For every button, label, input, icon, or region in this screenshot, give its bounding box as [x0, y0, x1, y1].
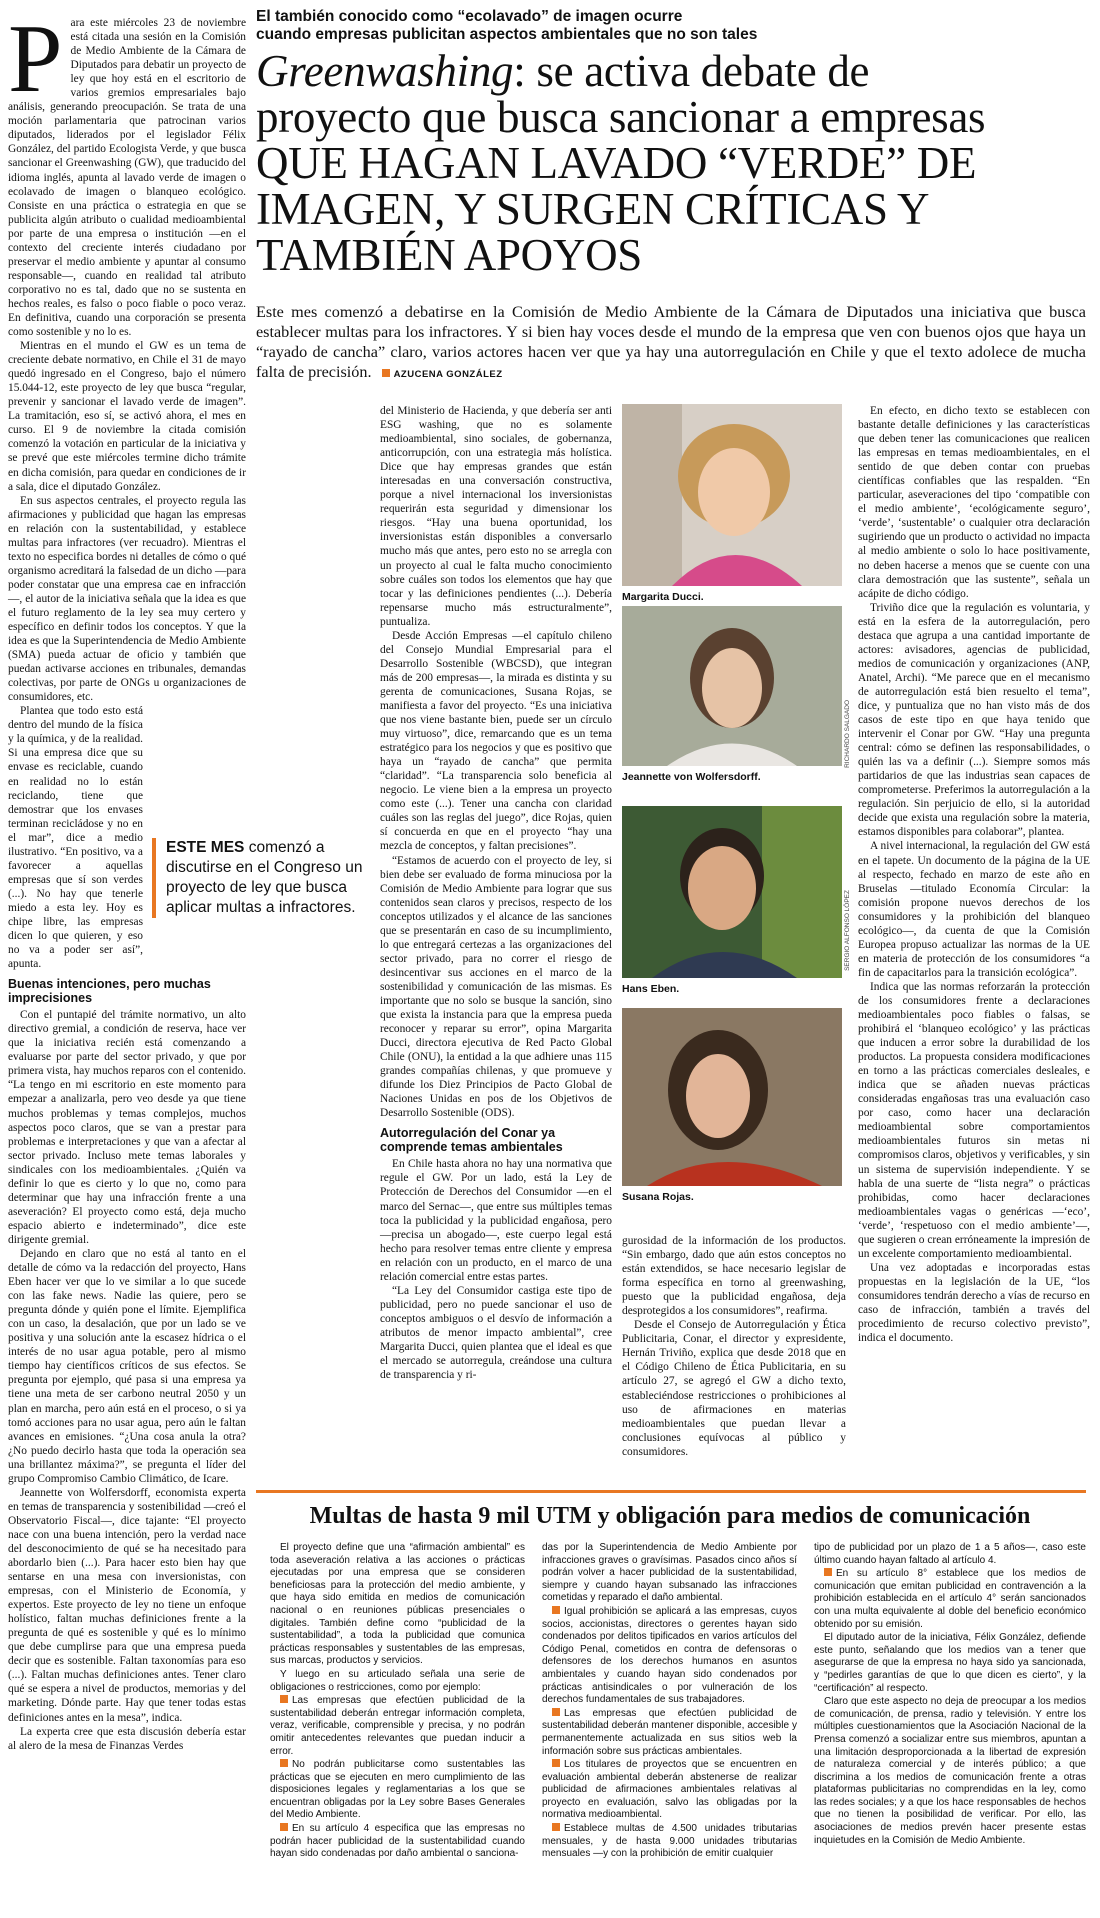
paragraph: En Chile hasta ahora no hay una normativa que regule el GW. Por un lado, está la Ley de Protección de Derechos del Consumidor —en el marco del Sernac—, que entre sus múltiples temas toca la publicidad y la publicidad engañosa, pero —precisa un abogado—, este cuerpo legal está hecho para resolver temas entre cliente y empresa en relación con un producto, en el marco de una relación comercial entre estas partes. — [380, 1158, 612, 1283]
paragraph: Una vez adoptadas e incorporadas estas propuestas en la legislación de la UE, “los consumidores tendrán derecho a vías de recurso en caso de infracción, también a través del procedimiento de recurso colectivo previsto”, indica el documento. — [858, 1261, 1090, 1345]
paragraph: Jeannette von Wolfersdorff, economista experta en temas de transparencia y sostenibilidad —creó el Observatorio Fiscal—, dice tajante: “El proyecto nace con una buena intención, pero la verdad nace del desconocimiento de qué se ha necesitado para abordarlo bien (...). Para hacer esto bien hay que sentarse en una mesa con inversionistas, con empresas, con el Ministerio de Economía, y expertos. Este proyecto de ley no tiene un enfoque holístico, faltan muchas definiciones frente a la pregunta de qué es sostenible y qué es lo mínimo que debe cumplirse para que una empresa pueda decir que es sostenible. Faltan taxonomías para eso (...). Faltan muchas definiciones antes. Tener claro qué se espera a nivel de productos, memorias y del marketing. Dónde parte. Hay que tener todas estas definiciones antes en la mesa”, indica. — [8, 1486, 246, 1724]
paragraph: “La Ley del Consumidor castiga este tipo de publicidad, pero no puede sancionar el uso de conceptos ambiguos o el desvío de información a atributos de menor impacto ambiental”, cree Margarita Ducci, quien plantea que el ideal es que el mercado se autorregula, creándose una cultura de transparencia y ri- — [380, 1284, 612, 1382]
bullet-item — [542, 1606, 797, 1707]
article-column-5 — [858, 404, 1090, 1345]
paragraph: del Ministerio de Hacienda, y que debería ser anti ESG washing, que no es solamente medioambiental, sino sociales, de gobernanza, anticorrupción, con una estrategia más holística. Dice que hay empresas grandes que están interesadas en una conversación constructiva, porque a nivel internacional los inversionistas requerirán esta seguridad y dimensionar los riesgos. “Hay una buena oportunidad, los inversionistas están disponibles a conversarlo mucho más que antes, pero esto no se arregla con un proyecto al cual le falta mucho conocimiento sobre cuáles son todos los elementos que hay que tocar y las definiciones pendientes (...). Debería repensarse mucho más estructuralmente”, puntualiza. — [380, 405, 612, 628]
bullet-text: En su artículo 8° establece que los medios de comunicación que emitan publicidad en contravención a la prohibición establecida en el artículo 4° serán sancionados con una multa equivalente al doble del beneficio económico obtenido por su emisión. — [814, 1568, 1086, 1630]
portrait-photo — [622, 1008, 842, 1203]
box-top-rule — [256, 1490, 1086, 1493]
paragraph: Desde Acción Empresas —el capítulo chileno del Consejo Mundial Empresarial para el Desarrollo Sostenible (WBCSD), que integran más de 200 empresas—, la mirada es distinta y su gerenta de comunicaciones, Susana Rojas, se manifiesta a favor del proyecto. “Es una iniciativa que nos viene bastante bien, puede ser un círculo muy virtuoso”, dice, remarcando que es un tema estratégico para los negocios y que es positivo que haya un “rayado de cancha” que permita “claridad”. “La transparencia solo beneficia al negocio. Le viene bien a la empresa un proyecto como este (...). Tener una cancha con claridad cuáles son las reglas del juego”, dice Rojas, quien sí concuerda en que en el proyecto “hay una mezcla de conceptos, y faltan precisiones”. — [380, 629, 612, 853]
paragraph: ara este miércoles 23 de noviembre está citada una sesión en la Comisión de Medio Ambiente de la Cámara de Diputados para debatir un proyecto de ley que hoy está en el escritorio de varios gremios empresariales bajo análisis, generando preocupación. Se trata de una moción parlamentaria que patrocinan varios diputados, liderados por el legislador Félix González, del partido Ecologista Verde, y que busca sancionar el Greenwashing (GW), que traducido del idioma inglés, apunta al lavado verde de imagen o ecolavado de imagen o blanqueo ecológico. Consiste en una práctica o estrategia en que se publicita algún atributo o cualidad medioambiental por parte de una empresa o institución —en el contexto del creciente interés ciudadano por preservar el medio ambiente y apuntar al consumo responsable—, cuando en realidad tal atributo corporativo no es tal, dado que no se sustenta en hechos reales, es falso o poco fiable o poco veraz. En definitiva, cuando una corporación se presenta como sostenible y no lo es. — [8, 17, 246, 339]
photo-caption: Margarita Ducci. — [622, 591, 704, 603]
article-column-4 — [622, 1234, 846, 1459]
bullet-text: Establece multas de 4.500 unidades tributarias mensuales, y de hasta 9.000 unidades tributarias mensuales —y con la prohibición de emitir cualquier — [542, 1823, 797, 1860]
portrait-image — [622, 606, 842, 766]
bullet-item — [270, 1823, 525, 1861]
headline — [256, 48, 1096, 278]
paragraph: tipo de publicidad por un plazo de 1 a 5 años—, caso este último cuando hayan faltado al artículo 4. — [814, 1542, 1086, 1566]
headline-line: QUE HAGAN LAVADO “VERDE” DE — [256, 138, 977, 188]
paragraph: Plantea que todo esto está dentro del mundo de la física y la química, y de la realidad. Si una empresa dice que su envase es reciclable, cuando en realidad no lo están reciclando, tiene que demostrar que los envases terminan recicládose y no en el mar”, dice a medio ilustrativo. “En positivo, va a favorecer a aquellas empresas que sí son verdes (...). No hay que tenerle miedo a esta ley. Hoy es chipe libre, las empresas dicen lo que quieren, y eso no va a poder ser así”, apunta. — [8, 705, 143, 971]
headline-italic: Greenwashing — [256, 46, 514, 96]
paragraph: Dejando en claro que no está al tanto en el detalle de cómo va la redacción del proyecto, Hans Eben hacer ver que lo ve similar a lo que sucede con las fake news. Nadie las quiere, pero se pregunta dónde y quién pone el límite. Ejemplifica con un caso, la desalación, que por un lado se ve positiva y una solución ante la escasez hídrica o el interés de no usar agua potable, pero al mismo tiempo hay científicos críticos de sus efectos. Se pregunta por ejemplo, qué pasa si una empresa ya tiene una meta de ser carbono neutral 2050 y un plan en marcha, pero aún está en el proceso, o si ya tomó acciones para no usar agua, pero aún le faltan avances en emisiones. “¿Una cosa anula la otra? ¿No puedo decirlo hasta que toda la operación sea una brillantez máxima?”, se pregunta el líder del grupo Compromiso Cambio Climático, de Icare. — [8, 1247, 246, 1485]
pull-quote-text: comenzó a discutirse en el Congreso un proyecto de ley que busca aplicar multas a infractores. — [166, 839, 363, 916]
kicker — [256, 8, 1086, 44]
photo-caption: Jeannette von Wolfersdorff. — [622, 771, 761, 783]
paragraph: A nivel internacional, la regulación del GW está en el tapete. Un documento de la página de la UE al respecto, fechado en marzo de este año en Bruselas —titulado Economía Circular: la comisión propone nuevos derechos de los consumidores y la prohibición del blanqueo ecológico—, da cuenta de que la Comisión Europea propuso actualizar las normas de la UE en materia de protección de los consumidores “a fin de capacitarlos para la transición ecológica”. — [858, 840, 1090, 979]
paragraph: “Estamos de acuerdo con el proyecto de ley, si bien debe ser evaluado de forma minuciosa por la Comisión de Medio Ambiente para lograr que sus contenidos sean claros y precisos, respecto de los conceptos utilizados y el alcance de las sanciones que se presentarán en caso de su incumplimiento, lo que entregará certezas a las organizaciones del sector privado, para no correr el riesgo de desincentivar sus acciones en el marco de la sostenibilidad y comunicación de las mismas. Es importante que no solo se busque la sanción, sino que exista la instancia para que la empresa pueda reconocer y reparar su error”, opina Margarita Ducci, directora ejecutiva de Red Pacto Global Chile (ONU), la entidad a la que adhiere unas 115 grandes compañías chilenas, y que promueve y difunde los Diez Principios de Pacto Global de Naciones Unidas en pos de los Objetivos de Desarrollo Sostenible (ODS). — [380, 854, 612, 1120]
pull-quote-lead: ESTE MES — [166, 839, 245, 856]
subheading: Autorregulación del Conar ya comprende temas ambientales — [380, 1126, 563, 1155]
paragraph: El diputado autor de la iniciativa, Félix González, defiende este punto, señalando que los medios van a tener que asegurarse de que la empresa no haya sido ya sancionada, y “pedirles garantías de que lo que dicen es cierto”, y la “certificación” al respecto. — [814, 1632, 1086, 1694]
portrait-photo — [622, 606, 842, 783]
kicker-line: El también conocido como “ecolavado” de imagen ocurre — [256, 8, 683, 25]
article-column-3 — [380, 404, 612, 1382]
paragraph: En efecto, en dicho texto se establecen con bastante detalle definiciones y las características que deben tener las comunicaciones que realicen las empresas en temas medioambientales, en el sentido de que deben contar con pruebas científicas confiables que las respalden. “En particular, aseveraciones del tipo ‘compatible con el medio ambiente’, ‘ecológicamente seguro’, ‘verde’, ‘sustentable’ o cualquier otra declaración sugiriendo que un producto o actividad no impacta al medio ambiente o solo lo hace positivamente, no deben hacerse a menos que se cuente con una clara demostración que las sustente”, señala un acápite de dicho código. — [858, 405, 1090, 600]
photo-caption: Susana Rojas. — [622, 1191, 694, 1203]
bullet-item — [542, 1708, 797, 1758]
bullet-item — [542, 1759, 797, 1822]
bullet-text: En su artículo 4 especifica que las empresas no podrán hacer publicidad de la sustentabilidad cuando hayan sido condenadas por daño ambiental o sanciona- — [270, 1823, 525, 1860]
paragraph: Desde el Consejo de Autorregulación y Ética Publicitaria, Conar, el director y expresidente, Hernán Triviño, explica que desde 2018 que en el Código Chileno de Ética Publicitaria, en su artículo 27, se agregó el GW a dicho texto, estableciéndose restricciones o prohibiciones al uso de afirmaciones en materias medioambientales que puedan llevar a conclusiones equívocas al público y consumidores. — [622, 1319, 846, 1458]
byline-author: AZUCENA GONZÁLEZ — [393, 369, 503, 380]
photo-credit: RICHARDO SALGADO — [844, 700, 851, 768]
paragraph: Con el puntapié del trámite normativo, un alto directivo gremial, a condición de reserva, hace ver que la iniciativa recién está comenzando a evaluarse por parte del sector privado, y que por primera vista, hay muchos reparos con el contenido. “La tengo en mi escritorio en este momento para empezar a analizarla, pero veo desde ya que tiene muchos problemas y temas complejos, muchos aspectos poco claros, que se van a prestar para problemas e interpretaciones y que van a afectar al sector privado. Incluso mete temas laborales y sindicales con los medioambientales. ¿Quién va definir lo que es cierto y lo que no, como para determinar que hay una infracción frente a una aseveración? El proyecto como está, deja mucho espacio abierto e indeterminado”, dice este dirigente gremial. — [8, 1009, 246, 1246]
bullet-text: No podrán publicitarse como sustentables las prácticas que se ejecuten en mero cumplimiento de las disposiciones legales y reglamentarias a los que se encuentran obligadas por la Ley sobre Bases Generales del Medio Ambiente. — [270, 1759, 525, 1821]
drop-cap: P — [8, 5, 63, 113]
paragraph: En sus aspectos centrales, el proyecto regula las afirmaciones y publicidad que hagan las empresas en relación con la sustentabilidad, y establece multas para infractores (ver recuadro). Mientras el texto no especifica bordes ni detalles de cómo o qué organismo acreditará la falsedad de un dicho —para poder constatar que una empresa cae en infracción—, el autor de la iniciativa señala que la idea es que el futuro reglamento de la ley sea muy certero y específico en definir todos los conceptos. Y que la idea es que la Superintendencia de Medio Ambiente (SMA) pueda actuar de oficio y también que puedan activarse acciones en tribunales, demandas colectivas, por parte de ONGs u organizaciones de consumidores, etc. — [8, 494, 246, 704]
bullet-item — [542, 1823, 797, 1861]
subheading: Buenas intenciones, pero muchas imprecisiones — [8, 977, 211, 1006]
paragraph: das por la Superintendencia de Medio Ambiente por infracciones graves o gravísimas. Pasados cinco años sí podrán volver a hacer publicidad de la sustentabilidad, siempre y cuando hayan subsanado las infracciones cometidas y reparado el daño ambiental. — [542, 1542, 797, 1604]
bullet-text: Las empresas que efectúen publicidad de sustentabilidad deberán mantener disponible, accesible y permanentemente actualizada en sus sitios web la información sobre sus prácticas ambientales. — [542, 1707, 797, 1757]
square-bullet-icon — [552, 1823, 560, 1831]
paragraph: El proyecto define que una “afirmación ambiental” es toda aseveración relativa a las acciones o prácticas ejecutadas por una empresa que se consideren beneficiosas para la protección del medio ambiente, y que haya sido emitida en medios de comunicación nacional o en reuniones públicas presenciales o digitales. También define como “publicidad de la sustentabilidad”, a toda la publicidad que comunica prácticas responsables y sustentables de las empresas, sus marcas, productos y servicios. — [270, 1542, 525, 1667]
paragraph: Y luego en su articulado señala una serie de obligaciones o restricciones, como por ejemplo: — [270, 1668, 525, 1693]
paragraph: Triviño dice que la regulación es voluntaria, y está en la esfera de la autorregulación, pero destaca que agrupa a una cantidad importante de actores: avisadores, agencias de publicidad, medios de comunicación y organizaciones (ANP, Anatel, Archi). “Me parece que en el mecanismo de autorregulación está bien resuelto el tema”, dice, y puntualiza que no han visto más de dos casos de este tipo en que haya tenido que intervenir el Conar por GW. “Hay una pregunta central: cómo se definen las responsabilidades, o quién las va a definir (...). Siempre somos más partidarios de que las industrias sean capaces de comprometerse. Preferimos la autorregulación a la regulación. Sin perjuicio de ello, si la autoridad decide que exista una regulación sobre la materia, estamos disponibles para colaborar”, plantea. — [858, 601, 1090, 839]
bullet-item — [270, 1695, 525, 1758]
bullet-text: Las empresas que efectúen publicidad de la sustentabilidad deberán entregar información completa, veraz, verificable, comprensible y precisa, y no podrán omitir antecedentes relevantes que puedan inducir a error. — [270, 1695, 525, 1757]
paragraph: gurosidad de la información de los productos. “Sin embargo, dado que aún estos conceptos no están extendidos, se hace necesario legislar de forma específica en torno al greenwashing, puesto que la publicidad engañosa, deja desprotegidos a los consumidores”, reafirma. — [622, 1235, 846, 1318]
paragraph: Indica que las normas reforzarán la protección de los consumidores frente a declaraciones medioambientales poco fiables o falsas, se prohibirá el ‘blanqueo ecológico’ y las prácticas que inducen a error sobre la durabilidad de los productos. La propuesta considera modificaciones en torno a las prácticas comerciales desleales, e indica que se añaden nuevas prácticas consideradas engañosas tras una evaluación caso por caso, como hacer una declaración medioambiental sobre comportamientos medioambientales futuros sin metas ni compromisos claros, objetivos y verificables, y sin un sistema de supervisión independiente. Y se habla de una suerte de “lista negra” o prácticas prohibidas, como hacer declaraciones medioambientales vagas o genéricas —‘eco’, ‘verde’, ‘respetuoso con el medio ambiente’—, que sugieren o crean erróneamente la impresión de un excelente comportamiento medioambiental. — [858, 980, 1090, 1260]
square-bullet-icon — [280, 1823, 288, 1831]
square-bullet-icon — [552, 1606, 560, 1614]
photo-credit: SERGIO ALFONSO LÓPEZ — [844, 890, 851, 971]
square-bullet-icon — [824, 1568, 832, 1576]
square-bullet-icon — [552, 1759, 560, 1767]
portrait-image — [622, 1008, 842, 1186]
square-bullet-icon — [382, 369, 390, 377]
box-title: Multas de hasta 9 mil UTM y obligación para medios de comunicación — [309, 1503, 1031, 1529]
paragraph: Mientras en el mundo el GW es un tema de creciente debate normativo, en Chile el 31 de mayo quedó ingresado en el Congreso, bajo el número 15.044-12, este proyecto de ley que busca “regular, prevenir y sancionar el lavado verde de imagen”. La tramitación, eso sí, se activó ahora, el mes en curso. El 9 de noviembre la citada comisión comenzó la votación en particular de la iniciativa y se prevé que este miércoles termine dicho trámite en dicha comisión, para quedar en condiciones de ir a sala, dice el diputado González. — [8, 340, 246, 493]
bullet-text: Igual prohibición se aplicará a las empresas, cuyos socios, accionistas, directores o gerentes hayan sido condenados por delitos tipificados en varios artículos del Código Penal, cometidos en contra de defensoras o defensores de los derechos humanos en asuntos ambientales y cuando hayan sido condenados por prácticas antisindicales o por vulneración de los derechos fundamentales de sus trabajadores. — [542, 1605, 797, 1706]
headline-line: proyecto que busca sancionar a empresas — [256, 92, 986, 142]
box-column-2 — [542, 1542, 797, 1862]
lead-text: Este mes comenzó a debatirse en la Comisión de Medio Ambiente de la Cámara de Diputados una iniciativa que busca establecer multas para los infractores. Y si bien hay voces desde el mundo de la empresa que ven con buenos ojos que haya un “rayado de cancha” claro, varios actores hacen ver que ya hay una autorregulación en Chile y que el texto adolece de mucha falta de precisión. — [256, 303, 1086, 381]
headline-line: IMAGEN, Y SURGEN CRÍTICAS Y — [256, 184, 930, 234]
square-bullet-icon — [280, 1695, 288, 1703]
byline — [376, 369, 503, 380]
portrait-photo — [622, 404, 842, 603]
paragraph: Claro que este aspecto no deja de preocupar a los medios de comunicación, de prensa, radio y televisión. Y entre los múltiples cuestionamientos que la Asociación Nacional de la Prensa comenzó a socializar entre sus miembros, apuntan a una limitación desproporcionada a la libertad de expresión de naturaleza comercial y de interés público; a que discrimina a los medios de comunicación frente a otras plataformas publicitarias no comprendidas en la ley, como las redes sociales; y a que los hace responsables de hechos que no tienen la posibilidad de verificar. Por ello, las asociaciones de medios prevén hacer presente estas inquietudes en la Comisión de Medio Ambiente. — [814, 1696, 1086, 1846]
box-column-1 — [270, 1542, 525, 1862]
lead-paragraph — [256, 302, 1086, 385]
portrait-image — [622, 806, 842, 978]
pull-quote — [152, 838, 391, 918]
bullet-item — [814, 1568, 1086, 1631]
paragraph: La experta cree que esta discusión debería estar al alero de la mesa de Finanzas Verdes — [8, 1725, 246, 1752]
headline-part: : se activa debate de — [513, 46, 870, 96]
kicker-line: cuando empresas publicitan aspectos ambientales que no son tales — [256, 26, 758, 43]
square-bullet-icon — [280, 1759, 288, 1767]
bullet-item — [270, 1759, 525, 1822]
box-column-3 — [814, 1542, 1086, 1848]
square-bullet-icon — [552, 1708, 560, 1716]
photo-caption: Hans Eben. — [622, 983, 680, 995]
headline-line: TAMBIÉN APOYOS — [256, 230, 642, 280]
bullet-text: Los titulares de proyectos que se encuentren en evaluación ambiental deberán abstenerse de realizar publicidad de afirmaciones ambientales relativas al proyecto en evaluación, salvo las obligadas por la normativa medioambiental. — [542, 1759, 797, 1821]
portrait-photo — [622, 806, 842, 995]
portrait-image — [622, 404, 842, 586]
